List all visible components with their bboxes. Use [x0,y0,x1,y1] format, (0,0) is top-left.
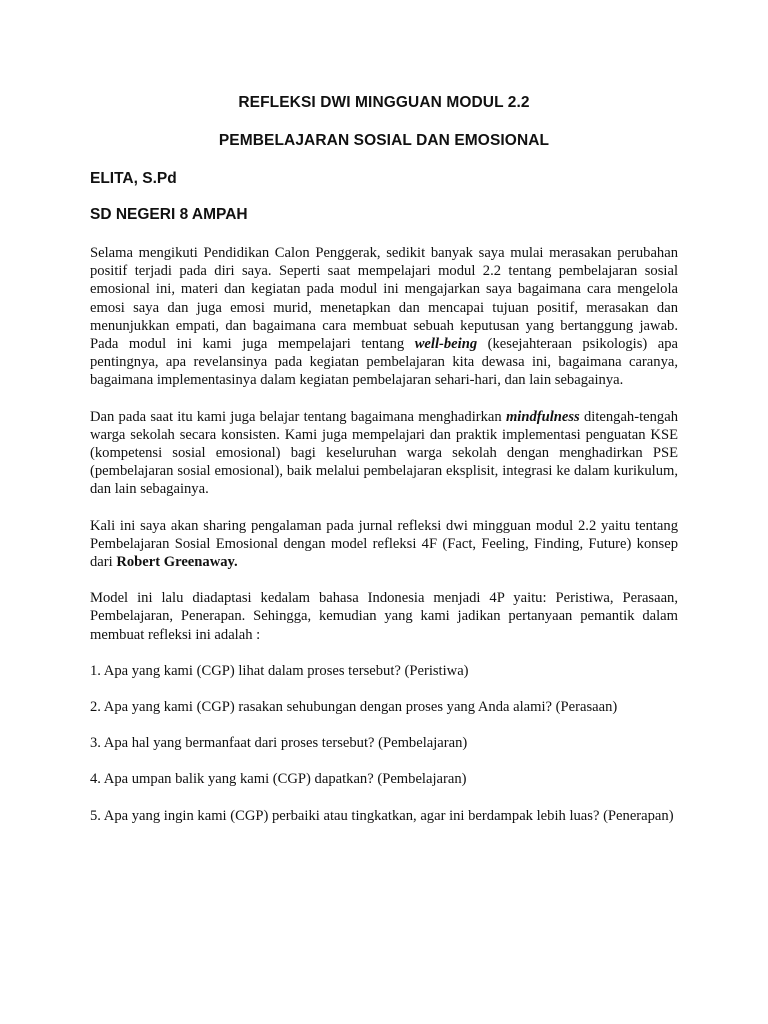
paragraph-mindfulness-text-a: Dan pada saat itu kami juga belajar tentang bagaimana menghadirkan [90,408,506,425]
paragraph-intro-text-b: (kesejahteraan psikologis) apa pentingnya, apa revelansinya pada kegiatan pembelajaran kita dewasa ini, bagaimana caranya, bagaimana implementasinya dalam kegiatan pembelajaran sehari-hari, dan lain sebagainya. [90,336,678,389]
paragraph-intro [90,244,678,390]
document-subtitle: PEMBELAJARAN SOSIAL DAN EMOSIONAL [218,132,550,149]
well-being-term: well-being [414,336,478,353]
question-item-1: 1. Apa yang kami (CGP) lihat dalam proses tersebut? (Peristiwa) [90,662,469,679]
question-item-2: 2. Apa yang kami (CGP) rasakan sehubungan dengan proses yang Anda alami? (Perasaan) [90,699,618,716]
paragraph-model: Model ini lalu diadaptasi kedalam bahasa Indonesia menjadi 4P yaitu: Peristiwa, Perasaan, Pembelajaran, Penerapan. Sehingga, kemudian yang kami jadikan pertanyaan pemantik dalam membuat refleksi ini adalah : [90,590,678,643]
school-name: SD NEGERI 8 AMPAH [90,206,248,223]
question-item-4: 4. Apa umpan balik yang kami (CGP) dapatkan? (Pembelajaran) [90,771,467,788]
document-page [90,88,678,825]
paragraph-sharing [90,517,678,572]
author-name: ELITA, S.Pd [90,170,177,187]
question-item-3: 3. Apa hal yang bermanfaat dari proses tersebut? (Pembelajaran) [90,735,468,752]
paragraph-mindfulness-text-b: ditengah-tengah warga sekolah secara konsisten. Kami juga mempelajari dan praktik implementasi penguatan KSE (kompetensi sosial emosional) bagi keseluruhan warga sekolah dengan menghadirkan PSE (pembelajaran sosial emosional), baik melalui pembelajaran eksplisit, integrasi ke dalam kurikulum, dan lain sebagainya. [90,408,678,498]
author-reference: Robert Greenaway. [116,554,238,571]
paragraph-intro-text-a: Selama mengikuti Pendidikan Calon Penggerak, sedikit banyak saya mulai merasakan perubahan positif terjadi pada diri saya. Seperti saat mempelajari modul 2.2 tentang pembelajaran sosial emosional ini, materi dan kegiatan pada modul ini mengajarkan saya bagaimana cara mengelola emosi saya dan juga emosi murid, menetapkan dan mencapai tujuan positif, merasakan dan menunjukkan empati, dan bagaimana cara membuat sebuah keputusan yang bertanggung jawab. Pada modul ini kami juga mempelajari tentang [90,245,678,353]
document-title: REFLEKSI DWI MINGGUAN MODUL 2.2 [238,94,530,111]
question-item-5: 5. Apa yang ingin kami (CGP) perbaiki atau tingkatkan, agar ini berdampak lebih luas? (Penerapan) [90,807,674,824]
paragraph-mindfulness [90,408,678,499]
mindfulness-term: mindfulness [505,408,580,425]
paragraph-sharing-text-a: Kali ini saya akan sharing pengalaman pada jurnal refleksi dwi mingguan modul 2.2 yaitu tentang Pembelajaran Sosial Emosional dengan model refleksi 4F (Fact, Feeling, Finding, Future) konsep dari [90,517,678,571]
